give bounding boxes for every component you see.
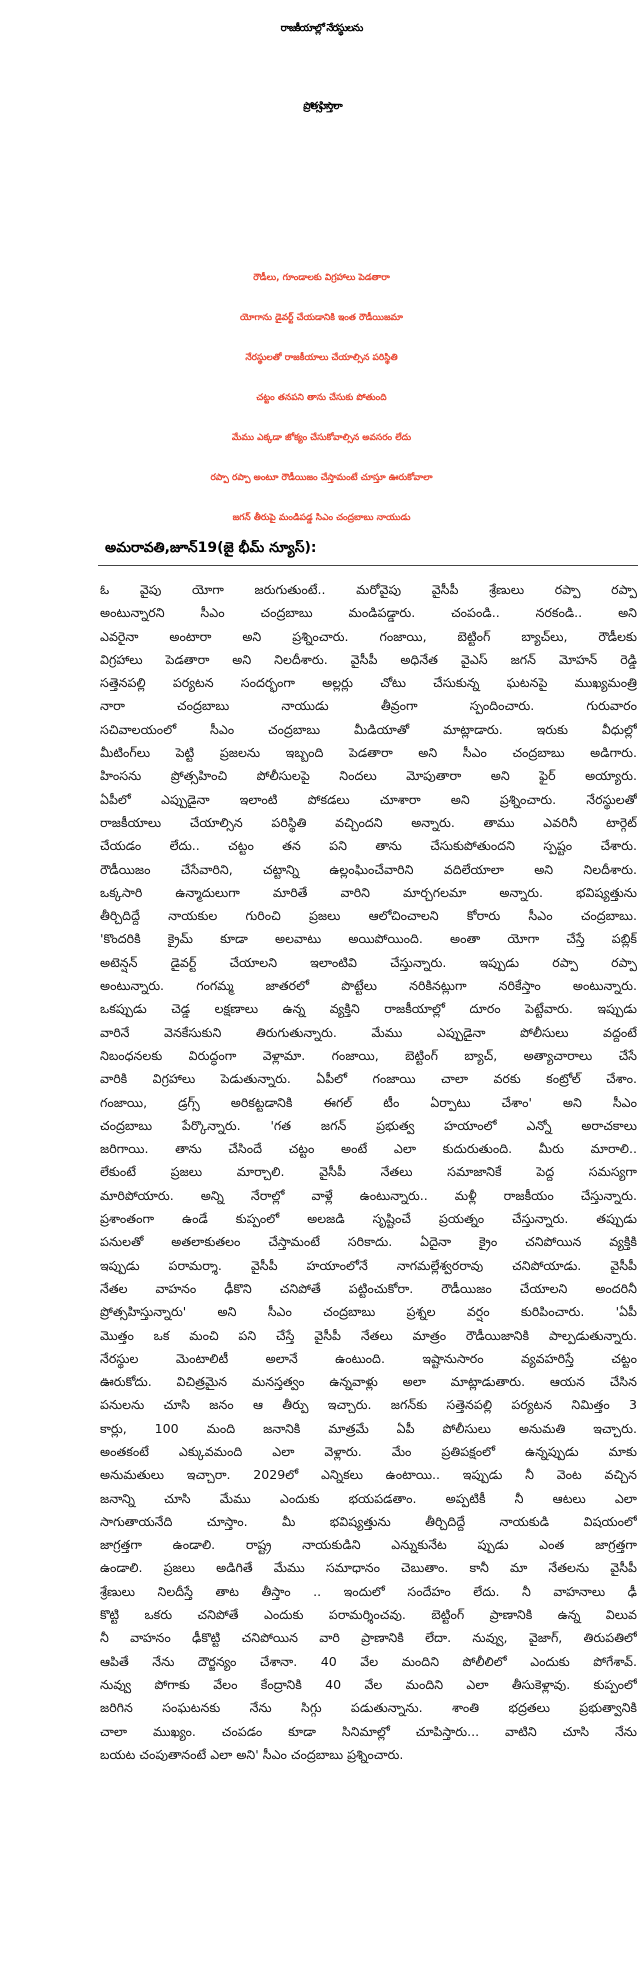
article-line: ఊరుకోదు. విచిత్రమైన మనస్తత్వం ఉన్నవాళ్లు అలా మాట్లాడుతారు. ఆయన చేసిన — [100, 1374, 637, 1390]
article-body — [100, 578, 637, 1766]
article-line: వారినే వెనకేసుకుని తిరుగుతున్నారు. మేము ఎప్పుడైనా పోలీసులు వద్దంటే — [100, 1024, 637, 1040]
article-line: నువ్వు పోగాకు వేలం కేంద్రానికి 40 వేల మందిని ఎలా తీసుకెళ్లావు. కుప్పంలో — [100, 1676, 637, 1692]
subheadline: చట్టం తనపని తాను చేసుకు పోతుంది — [256, 393, 387, 403]
article-line: 'కొందరికి క్రైమ్ కూడా అలవాటు అయిపోయింది. అంతా యోగా చేస్తే పబ్లిక్ — [100, 931, 637, 947]
article-line: సత్తెనపల్లి పర్యటన సందర్భంగా అల్లర్లు చోటు చేసుకున్న ఘటనపై ముఖ్యమంత్రి — [100, 675, 637, 691]
article-line: రౌడీయిజం చేసేవారిని, చట్టాన్ని ఉల్లంఘించేవారిని వదిలేయాలా అని నిలదీశారు. — [100, 861, 637, 877]
article-line: నీ వాహనం ఢీకొట్టి చనిపోయిన వారి ప్రాణానికి లేదా. నువ్వు, వైజాగ్, తిరుపతిలో — [100, 1630, 637, 1646]
article-line: పనులను చూసి జనం ఆ తీర్పు ఇచ్చారు. జగన్‌కు సత్తెనపల్లి పర్యటన నిమిత్తం 3 — [100, 1397, 637, 1413]
article-line: ఉండాలి. ప్రజలు అడిగితే మేము సమాధానం చెబుతాం. కానీ మా నేతలను వైసీపీ — [100, 1560, 637, 1576]
subheadline-list — [0, 258, 643, 538]
article-line: ఒకప్పుడు చెడ్డ లక్షణాలు ఉన్న వ్యక్తిని రాజకీయాల్లో దూరం పెట్టేవారు. ఇప్పుడు — [100, 1001, 637, 1017]
article-line: పనులతో అతలాకుతలం చేస్తామంటే సరికాదు. ఏదైనా క్రైం చనిపోయిన వ్యక్తికి — [100, 1234, 637, 1250]
subheadline: యోగాను డైవర్ట్ చేయడానికి ఇంత రౌడీయిజమా — [240, 313, 403, 323]
article-line: తీర్చిదిద్దే నాయకుల గురించి ప్రజలు ఆలోచించాలని కోరారు సీఎం చంద్రబాబు. — [100, 908, 637, 924]
article-line: మారిపోయారు. అన్ని నేరాల్లో వాళ్లే ఉంటున్నారు.. మళ్లీ రాజకీయం చేస్తున్నారు. — [100, 1187, 637, 1203]
article-line: సాగుతాయనేది చూస్తాం. మీ భవిష్యత్తును తీర్చిదిద్దే నాయకుడి విషయంలో — [100, 1513, 637, 1529]
article-line: ఇప్పుడు పరామర్శా. వైసీపీ హయాంలోనే నాగమల్లేశ్వరరావు చనిపోయాడు. వైసీపీ — [100, 1257, 637, 1273]
article-line: కొట్టి ఒకరు చనిపోతే ఎందుకు పరామర్శించవు. బెట్టింగ్ ప్రాణానికి ఉన్న విలువ — [100, 1607, 637, 1623]
article-line: నేరస్థుల మెంటాలిటీ అలానే ఉంటుంది. ఇష్టానుసారం వ్యవహరిస్తే చట్టం — [100, 1350, 637, 1366]
article-line: అంతకంటే ఎక్కువమంది ఎలా వెళ్లారు. మేం ప్రతిపక్షంలో ఉన్నప్పుడు మాకు — [100, 1443, 637, 1459]
article-line: జరిగాయి. తాను చేసిందే చట్టం అంటే ఎలా కుదురుతుంది. మీరు మారాలి.. — [100, 1141, 637, 1157]
divider — [98, 565, 638, 566]
article-line: సచివాలయంలో సీఎం చంద్రబాబు మీడియాతో మాట్లాడారు. ఇరుకు వీధుల్లో — [100, 721, 637, 737]
article-line: శ్రేణులు నిలదీస్తే తాట తీస్తాం .. ఇందులో సందేహం లేదు. నీ వాహనాలు ఢీ — [100, 1583, 637, 1599]
article-line: నారా చంద్రబాబు నాయుడు తీవ్రంగా స్పందించారు. గురువారం — [100, 698, 637, 714]
article-line: నేతల వాహనం ఢీకొని చనిపోతే పట్టించుకోరా. రౌడీయిజం చేయాలని అందరినీ — [100, 1280, 637, 1296]
article-line: బయట చంపుతానంటే ఎలా అని' సీఎం చంద్రబాబు ప్రశ్నించారు. — [100, 1746, 404, 1762]
article-line: చేయడం లేదు.. చట్టం తన పని తాను చేసుకుపోతుందని స్పష్టం చేశారు. — [100, 838, 637, 854]
article-line: అనుమతులు ఇచ్చారా. 2029లో ఎన్నికలు ఉంటాయి.. ఇప్పుడు నీ వెంట వచ్చిన — [100, 1467, 637, 1483]
subheadline: మేము ఎక్కడా జోక్యం చేసుకోవాల్సిన అవసరం లేదు — [231, 433, 412, 443]
subheadline: రప్పా రప్పా అంటూ రౌడీయిజం చేస్తామంటే చూస్తూ ఊరుకోవాలా — [210, 473, 433, 483]
headline-line-1: రాజకీయాల్లో నేరస్థులను — [280, 23, 363, 34]
article-line: ఒక్కసారి ఉన్మాదులుగా మారితే వారిని మార్చగలమా అన్నారు. భవిష్యత్తును — [100, 884, 637, 900]
article-line: చాలా ముఖ్యం. చంపడం కూడా సినిమాల్లో చూపిస్తారు... వాటిని చూసి నేను — [100, 1723, 637, 1739]
article-line: లేకుంటే ప్రజలు మార్చాలి. వైసీపీ నేతలు సమాజానికే పెద్ద సమస్యగా — [100, 1164, 637, 1180]
article-line: మొత్తం ఒక మంచి పని చేస్తే వైసీపీ నేతలు మాత్రం రౌడీయిజానికి పాల్పడుతున్నారు. — [100, 1327, 637, 1343]
article-line: అంటున్నారని సీఎం చంద్రబాబు మండిపడ్డారు. చంపండి.. నరకండి.. అని — [100, 605, 637, 621]
article-line: జాగ్రత్తగా ఉండాలి. రాష్ట్ర నాయకుడిని ఎన్నుకునేట ప్పుడు ఎంత జాగ్రత్తగా — [100, 1537, 637, 1553]
article-line: గంజాయి, డ్రగ్స్ అరికట్టడానికి ఈగల్ టీం ఏర్పాటు చేశాం' అని సీఎం — [100, 1094, 637, 1110]
article-line: రాజకీయాలు చేయాల్సిన పరిస్థితి వచ్చిందని అన్నారు. తాము ఎవరినీ టార్గెట్ — [100, 814, 637, 830]
article-line: అటెన్షన్ డైవర్ట్ చేయాలని ఇలాంటివి చేస్తున్నారు. ఇప్పుడు రప్పా రప్పా — [100, 954, 637, 970]
article-line: హింసను ప్రోత్సహించి పోలీసులపై నిందలు మోపుతారా అని ఫైర్ అయ్యారు. — [100, 768, 637, 784]
subheadline: రౌడీలు, గూండాలకు విగ్రహాలు పెడతారా — [253, 273, 390, 283]
article-line: అంటున్నారు. గంగమ్మ జాతరలో పొట్టేలు నరికినట్లుగా నరికేస్తాం అంటున్నారు. — [100, 978, 637, 994]
article-line: ఏపీలో ఎప్పుడైనా ఇలాంటి పోకడలు చూశారా అని ప్రశ్నించారు. నేరస్థులతో — [100, 791, 637, 807]
article-line: కార్లు, 100 మంది జనానికి మాత్రమే ఏపీ పోలీసులు అనుమతి ఇచ్చారు. — [100, 1420, 637, 1436]
article-line: నిబంధనలకు విరుద్ధంగా వెళ్లామా. గంజాయి, బెట్టింగ్ బ్యాచ్, అత్యాచారాలు చేసే — [100, 1047, 637, 1063]
headline-line-2: ప్రోత్సహిస్తారా — [303, 101, 340, 112]
article-line: మీటింగ్‌లు పెట్టి ప్రజలను ఇబ్బంది పెడతారా అని సీఎం చంద్రబాబు అడిగారు. — [100, 745, 637, 761]
subheadline: జగన్ తీరుపై మండిపడ్డ సిఎం చంద్రబాబు నాయుడు — [232, 513, 411, 523]
article-line: వారికి విగ్రహాలు పెడుతున్నారు. ఏపీలో గంజాయి చాలా వరకు కంట్రోల్ చేశాం. — [100, 1071, 637, 1087]
subheadline: నేరస్థులతో రాజకీయాలు చేయాల్సిన పరిస్థితి — [245, 353, 398, 363]
article-line: ప్రశాంతంగా ఉండే కుప్పంలో అలజడి సృష్టించే ప్రయత్నం చేస్తున్నారు. తప్పుడు — [100, 1211, 637, 1227]
article-line: ప్రోత్సహిస్తున్నారు' అని సీఎం చంద్రబాబు ప్రశ్నల వర్షం కురిపించారు. 'ఏపీ — [100, 1304, 637, 1320]
article-line: ఎవరైనా అంటారా అని ప్రశ్నించారు. గంజాయి, బెట్టింగ్ బ్యాచ్‌లు, రౌడీలకు — [100, 628, 637, 644]
article-line: విగ్రహాలు పెడతారా అని నిలదీశారు. వైసీపీ అధినేత వైఎస్ జగన్ మోహన్ రెడ్డి — [100, 651, 637, 667]
article-line: చంద్రబాబు పేర్కొన్నారు. 'గత జగన్ ప్రభుత్వ హయాంలో ఎన్నో అరాచకాలు — [100, 1117, 637, 1133]
article-line: ఆపితే నేను దౌర్జన్యం చేశానా. 40 వేల మందిని పోలీలిలో ఎందుకు పోగేశావ్. — [100, 1653, 637, 1669]
article-line: ఓ వైపు యోగా జరుగుతుంటే.. మరోవైపు వైసీపీ శ్రేణులు రప్పా రప్పా — [100, 582, 637, 597]
article-line: జనాన్ని చూసి మేము ఎందుకు భయపడతాం. అప్పటికీ నీ ఆటలు ఎలా — [100, 1490, 637, 1506]
article-line: జరిగిన సంఘటనకు నేను సిగ్గు పడుతున్నాను. శాంతి భద్రతలు ప్రభుత్వానికి — [100, 1700, 637, 1716]
dateline: అమరావతి,జూన్19(జై భీమ్ న్యూస్): — [105, 540, 317, 556]
